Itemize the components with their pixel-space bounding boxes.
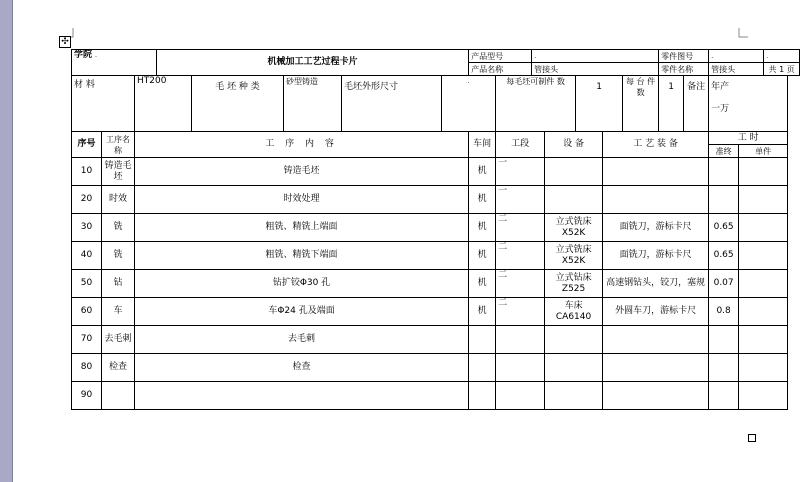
op-seq[interactable]: 50: [72, 270, 102, 298]
op-seq[interactable]: 80: [72, 354, 102, 382]
blank-type-label: 毛 坯 种 类: [192, 76, 284, 132]
annual-label: 年产: [711, 82, 730, 92]
op-section[interactable]: 二: [496, 270, 545, 298]
op-section[interactable]: 二: [496, 214, 545, 242]
col-content: 工 序 内 容: [135, 132, 469, 158]
op-section[interactable]: [496, 354, 545, 382]
op-section[interactable]: 二: [496, 298, 545, 326]
op-name[interactable]: 铣: [102, 214, 135, 242]
op-workshop[interactable]: 机: [469, 298, 496, 326]
op-section[interactable]: 一: [496, 158, 545, 186]
op-tooling[interactable]: [603, 326, 709, 354]
op-content[interactable]: 车Φ24 孔及端面: [135, 298, 469, 326]
op-unit[interactable]: [739, 242, 788, 270]
op-seq[interactable]: 70: [72, 326, 102, 354]
op-workshop[interactable]: [469, 354, 496, 382]
op-prep[interactable]: [709, 382, 739, 410]
op-workshop[interactable]: 机: [469, 270, 496, 298]
part-drawing-label: 零件图号: [659, 50, 709, 63]
table-move-icon[interactable]: ✣: [59, 36, 71, 48]
col-hours: 工 时: [709, 132, 788, 145]
col-tooling: 工 艺 装 备: [603, 132, 709, 158]
blank-header-cell: .: [764, 50, 800, 63]
op-workshop[interactable]: 机: [469, 242, 496, 270]
op-name[interactable]: 检查: [102, 354, 135, 382]
operation-row: [72, 242, 800, 270]
op-unit[interactable]: [739, 158, 788, 186]
op-equipment[interactable]: [545, 326, 603, 354]
op-tooling[interactable]: 面铣刀，游标卡尺: [603, 242, 709, 270]
corner-mark-top-right: [738, 28, 748, 38]
op-unit[interactable]: [739, 382, 788, 410]
blank-size-value[interactable]: .: [442, 76, 496, 132]
blank-type-value[interactable]: 砂型铸造: [284, 76, 342, 132]
op-unit[interactable]: [739, 354, 788, 382]
school-label: 学院: [74, 50, 93, 60]
op-name[interactable]: 钻: [102, 270, 135, 298]
op-prep[interactable]: 0.65: [709, 242, 739, 270]
op-tooling[interactable]: [603, 382, 709, 410]
op-content[interactable]: 粗铣、精铣下端面: [135, 242, 469, 270]
part-name-label: 零件名称: [659, 63, 709, 76]
document-left-margin: [0, 0, 13, 482]
school-cell: 学院 .: [72, 50, 157, 76]
card-title: 机械加工工艺过程卡片: [157, 50, 469, 76]
col-section: 工段: [496, 132, 545, 158]
blank-size-label: 毛坯外形尺寸: [342, 76, 442, 132]
op-workshop[interactable]: [469, 326, 496, 354]
product-name-value[interactable]: 管接头: [532, 63, 659, 76]
op-unit[interactable]: [739, 270, 788, 298]
op-equipment[interactable]: 立式铣床X52K: [545, 214, 603, 242]
material-value[interactable]: HT200: [135, 76, 192, 132]
op-unit[interactable]: [739, 326, 788, 354]
op-prep[interactable]: [709, 186, 739, 214]
op-prep[interactable]: 0.8: [709, 298, 739, 326]
op-content[interactable]: 时效处理: [135, 186, 469, 214]
op-seq[interactable]: 90: [72, 382, 102, 410]
op-tooling[interactable]: 面铣刀，游标卡尺: [603, 214, 709, 242]
annual-value: 一万: [711, 104, 730, 114]
op-name[interactable]: [102, 382, 135, 410]
op-workshop[interactable]: 机: [469, 186, 496, 214]
annual-cell: [709, 76, 788, 132]
col-unit: 单件: [739, 145, 788, 158]
op-unit[interactable]: [739, 298, 788, 326]
part-drawing-value[interactable]: .: [709, 50, 764, 63]
op-equipment[interactable]: [545, 186, 603, 214]
qty-per-blank-value[interactable]: 1: [576, 76, 623, 132]
operation-row: [72, 270, 800, 298]
operation-row: [72, 186, 800, 214]
op-equipment[interactable]: [545, 158, 603, 186]
op-prep[interactable]: [709, 326, 739, 354]
op-content[interactable]: 铸造毛坯: [135, 158, 469, 186]
op-name[interactable]: 时效: [102, 186, 135, 214]
op-prep[interactable]: 0.07: [709, 270, 739, 298]
op-prep[interactable]: [709, 354, 739, 382]
qty-per-unit-value[interactable]: 1: [659, 76, 684, 132]
operation-row: [72, 382, 800, 410]
op-content[interactable]: 去毛刺: [135, 326, 469, 354]
operation-row: [72, 326, 800, 354]
op-equipment[interactable]: 立式铣床X52K: [545, 242, 603, 270]
op-equipment[interactable]: [545, 354, 603, 382]
op-name[interactable]: 铣: [102, 242, 135, 270]
process-card-table: [71, 49, 800, 410]
op-seq[interactable]: 60: [72, 298, 102, 326]
op-section[interactable]: [496, 326, 545, 354]
operation-row: [72, 214, 800, 242]
op-seq[interactable]: 40: [72, 242, 102, 270]
op-section[interactable]: 一: [496, 186, 545, 214]
col-seq: 序号: [72, 132, 102, 158]
op-content[interactable]: 钻扩铰Φ30 孔: [135, 270, 469, 298]
op-tooling[interactable]: [603, 186, 709, 214]
op-section[interactable]: [496, 382, 545, 410]
op-name[interactable]: 去毛刺: [102, 326, 135, 354]
notes-label: 备注: [684, 76, 709, 132]
op-name[interactable]: 车: [102, 298, 135, 326]
operation-row: [72, 298, 800, 326]
op-content[interactable]: 检查: [135, 354, 469, 382]
op-prep[interactable]: 0.65: [709, 214, 739, 242]
product-model-value[interactable]: .: [532, 50, 659, 63]
operation-row: [72, 158, 800, 186]
op-name[interactable]: 铸造毛坯: [102, 158, 135, 186]
op-tooling[interactable]: 高速钢钻头，铰刀，塞规: [603, 270, 709, 298]
op-unit[interactable]: [739, 186, 788, 214]
col-equipment: 设 备: [545, 132, 603, 158]
op-workshop[interactable]: [469, 382, 496, 410]
op-content[interactable]: 粗铣、精铣上端面: [135, 214, 469, 242]
op-prep[interactable]: [709, 158, 739, 186]
operation-row: [72, 354, 800, 382]
op-section[interactable]: 二: [496, 242, 545, 270]
qty-per-blank-label: 每毛坯可制件 数: [496, 76, 576, 132]
op-unit[interactable]: [739, 214, 788, 242]
product-name-label: 产品名称: [469, 63, 532, 76]
op-content[interactable]: [135, 382, 469, 410]
op-equipment[interactable]: 立式钻床Z525: [545, 270, 603, 298]
col-workshop: 车间: [469, 132, 496, 158]
col-prep: 准终: [709, 145, 739, 158]
total-pages: 共 1 页: [764, 63, 800, 76]
qty-per-unit-label: 每 台 件 数: [623, 76, 659, 132]
op-seq[interactable]: 30: [72, 214, 102, 242]
op-equipment[interactable]: [545, 382, 603, 410]
op-workshop[interactable]: 机: [469, 158, 496, 186]
part-name-value[interactable]: 管接头: [709, 63, 764, 76]
op-tooling[interactable]: 外圆车刀，游标卡尺: [603, 298, 709, 326]
op-equipment[interactable]: 车床 CA6140: [545, 298, 603, 326]
table-resize-icon[interactable]: [748, 434, 756, 442]
op-seq[interactable]: 10: [72, 158, 102, 186]
op-tooling[interactable]: [603, 158, 709, 186]
op-workshop[interactable]: 机: [469, 214, 496, 242]
op-seq[interactable]: 20: [72, 186, 102, 214]
material-label: 材 料: [72, 76, 135, 132]
op-tooling[interactable]: [603, 354, 709, 382]
product-model-label: 产品型号: [469, 50, 532, 63]
col-op-name: 工序名称: [102, 132, 135, 158]
